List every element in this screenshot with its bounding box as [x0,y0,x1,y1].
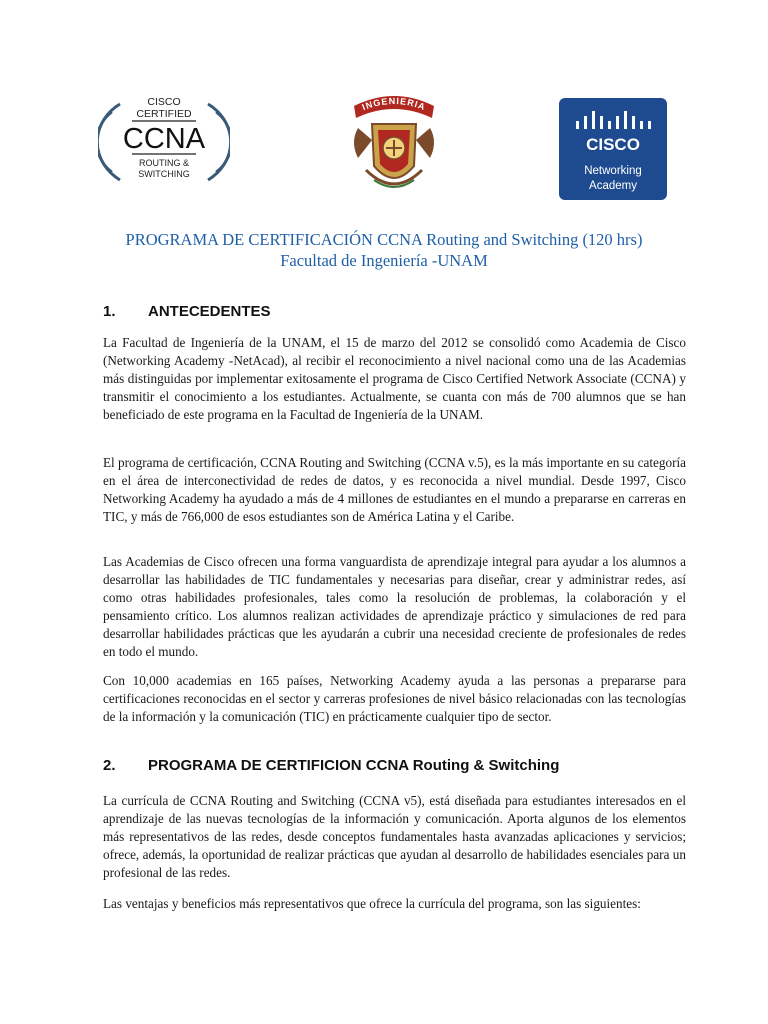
paragraph: Las ventajas y beneficios más representativos que ofrece la currícula del programa, son las siguientes: [103,896,641,911]
paragraph: Las Academias de Cisco ofrecen una forma vanguardista de aprendizaje integral para ayudar a los alumnos a desarrollar las habilidades de TIC fundamentales y necesarias para diseñar, crear y administrar redes, así como otras habilidades profesionales, tales como la resolución de problemas, la colaboración y el pensamiento crítico. Los alumnos realizan actividades de aprendizaje práctico y simulaciones de red para desarrollar habilidades prácticas que les ayudarán a cubrir una necesidad creciente de profesionales de redes en todo el mundo. [103,554,686,659]
ccna-logo-line3: ROUTING & [138,158,190,168]
ccna-logo-line2: CERTIFIED [136,108,192,120]
section-2-heading [103,757,559,774]
section-number: 1. [103,303,116,320]
ccna-logo-main: CCNA [122,123,206,155]
section-title: ANTECEDENTES [148,303,271,320]
ccna-certified-logo [98,92,230,192]
ccna-logo-line1: CISCO [147,96,181,108]
paragraph: Con 10,000 academias en 165 países, Networking Academy ayuda a las personas a prepararse para certificaciones reconocidas en el sector y carreras profesiones de nivel básico relacionadas con las tecnologías de la información y la comunicación (TIC) en prácticamente cualquier tipo de sector. [103,673,686,724]
cisco-networking-academy-logo [559,98,667,200]
section-number: 2. [103,757,116,774]
logo-row [0,92,768,204]
ccna-logo-line4: SWITCHING [138,169,190,179]
paragraph: El programa de certificación, CCNA Routing and Switching (CCNA v.5), es la más importante en su categoría en el área de interconectividad de redes de datos, y es reconocida a nivel mundial. Desde 1997, Cisco Networking Academy ha ayudado a más de 4 millones de estudiantes en el mundo a prepararse en carreras en TIC, y más de 766,000 de esos estudiantes son de América Latina y el Caribe. [103,455,686,524]
section-1-heading [103,303,271,320]
document-title-line2: Facultad de Ingeniería -UNAM [280,251,488,270]
document-title-line1: PROGRAMA DE CERTIFICACIÓN CCNA Routing and Switching (120 hrs) [125,230,643,249]
unam-ingenieria-crest-logo [348,94,440,202]
document-title [60,229,708,271]
cisco-logo-line1: Networking [584,165,642,177]
paragraph: La currícula de CCNA Routing and Switching (CCNA v5), está diseñada para estudiantes interesados en el aprendizaje de las nuevas tecnologías de la información y comunicación. Aporta algunos de los elementos más representativos de las redes, desde conceptos fundamentales hasta avanzadas aplicaciones y servicios; ofrece, además, la oportunidad de realizar prácticas que ayudan al desarrollo de habilidades esenciales para un profesional de las redes. [103,793,686,880]
cisco-logo-line2: Academy [589,180,637,192]
section-title: PROGRAMA DE CERTIFICION CCNA Routing & Switching [148,757,560,774]
paragraph: La Facultad de Ingeniería de la UNAM, el 15 de marzo del 2012 se consolidó como Academia de Cisco (Networking Academy -NetAcad), al recibir el reconocimiento a nivel nacional como una de las Academias más distinguidas por implementar exitosamente el programa de Cisco Certified Network Associate (CCNA) y transmitir el conocimiento a los estudiantes. Actualmente, se cuanta con más de 700 alumnos que se han beneficiado de este programa en la Facultad de Ingeniería de la UNAM. [103,335,686,422]
unam-banner-text: INGENIERIA [360,95,428,113]
cisco-logo-brand: CISCO [586,135,640,154]
